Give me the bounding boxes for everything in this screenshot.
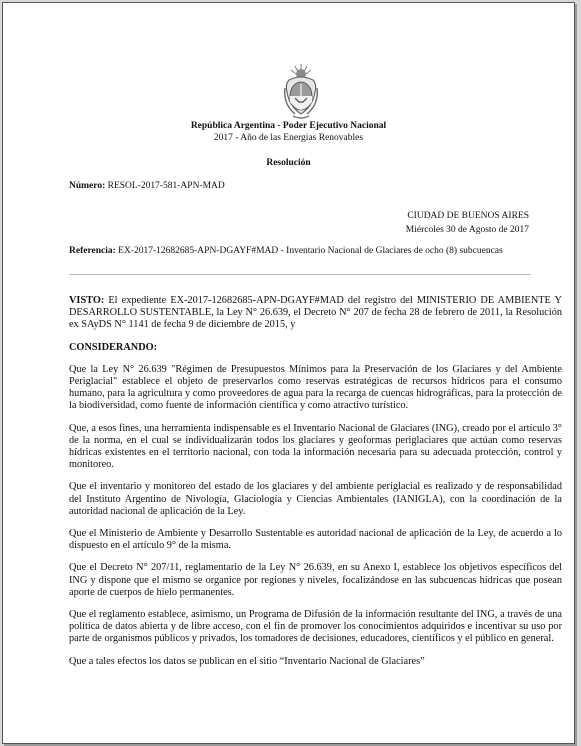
considerando-paragraph: Que el Ministerio de Ambiente y Desarrollo Sustentable es autoridad nacional de aplicación de la Ley, de acuerdo a lo dispuesto en el artículo 9° de la misma. [69,528,562,552]
date: Miércoles 30 de Agosto de 2017 [405,225,529,235]
reference-value: EX-2017-12682685-APN-DGAYF#MAD - Inventario Nacional de Glaciares de ocho (8) subcuencas [118,246,503,256]
number-label: Número: [69,181,106,191]
place-date-block [406,209,529,237]
year-motto: 2017 - Año de las Energías Renovables [213,133,364,143]
separator-line [69,274,531,275]
visto-label: VISTO: [69,295,105,306]
city: CIUDAD DE BUENOS AIRES [407,211,529,221]
document-type-title: Resolución [266,158,311,168]
considerando-heading: CONSIDERANDO: [69,341,158,353]
visto-paragraph [69,295,562,332]
document-page [2,2,575,744]
national-coat-of-arms-icon [281,62,321,120]
document-number [69,181,225,191]
considerando-paragraph: Que el Decreto N° 207/11, reglamentario de la Ley N° 26.639, en su Anexo I, establece los objetivos específicos del ING y dispone que el mismo se organice por regiones y niveles, focalizándose en las subcuencas hídricas que posean aporte de cuerpos de hielo permanentes. [69,562,562,598]
visto-text: El expediente EX-2017-12682685-APN-DGAYF#MAD del registro del MINISTERIO DE AMBIENTE Y DESARROLLO SUSTENTABLE, la Ley N° 26.639, el Decreto N° 207 de fecha 28 de febrero de 2011, la Resolución ex SAyDS N° 1141 de fecha 9 de diciembre de 2015, y [69,295,562,331]
considerando-paragraph: Que la Ley N° 26.639 "Régimen de Presupuestos Mínimos para la Preservación de los Glaciares y del Ambiente Periglacial" establece el objeto de preservarlos como reservas estratégicas de recursos hídricos para el consumo humano, para la agricultura y como proveedores de agua para la recarga de cuencas hidrográficas, para la protección de la biodiversidad, como fuente de información científica y como atractivo turístico. [69,363,562,412]
republic-header: República Argentina - Poder Ejecutivo Nacional [190,121,387,131]
document-body [69,295,562,678]
number-value: RESOL-2017-581-APN-MAD [107,181,225,191]
considerando-paragraph: Que el reglamento establece, asimismo, un Programa de Difusión de la información resultante del ING, a través de una política de datos abierta y de libre acceso, con el fin de promover los conocimientos adquiridos e incentivar su uso por parte de organismos públicos y privados, los tomadores de decisiones, educadores, científicos y el público en general. [69,609,562,645]
reference [69,245,531,257]
considerando-paragraph: Que, a esos fines, una herramienta indispensable es el Inventario Nacional de Glaciares (ING), creado por el artículo 3° de la norma, en el cual se individualizarán todos los glaciares y geoformas periglaciares que actúan como reservas hídricas existentes en el territorio nacional, con toda la información necesaria para su adecuada protección, control y monitoreo. [69,422,562,471]
considerando-paragraph: Que el inventario y monitoreo del estado de los glaciares y del ambiente periglacial es realizado y de responsabilidad del Instituto Argentino de Nivología, Glaciología y Ciencias Ambientales (IANIGLA), con la coordinación de la autoridad nacional de aplicación de la Ley. [69,481,562,517]
reference-label: Referencia: [69,246,116,256]
considerando-paragraph: Que a tales efectos los datos se publican en el sitio “Inventario Nacional de Glaciares” [69,655,425,667]
